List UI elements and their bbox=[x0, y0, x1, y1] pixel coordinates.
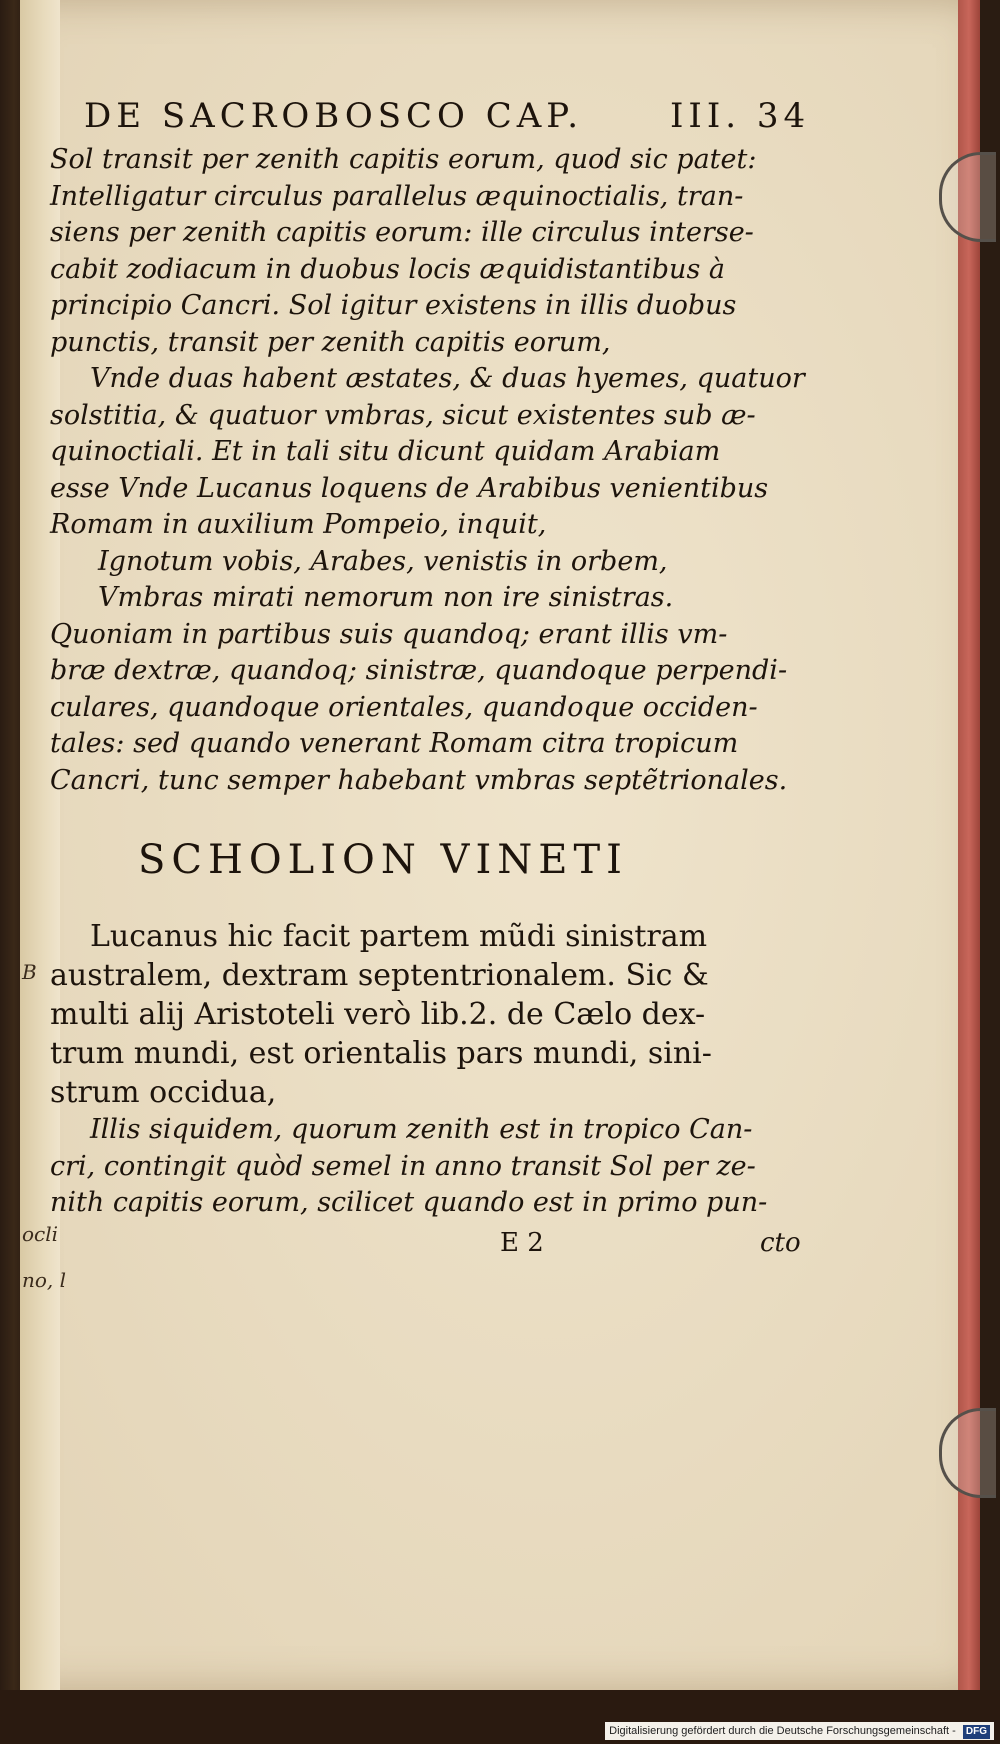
text-line: punctis, transit per zenith capitis eorum, bbox=[50, 326, 611, 358]
scholion-line: australem, dextram septentrionalem. Sic & bbox=[50, 958, 709, 993]
section-heading: SCHOLION VINETI bbox=[138, 837, 628, 883]
main-paragraph bbox=[50, 142, 805, 544]
scholion-line: multi alij Aristoteli verò lib.2. de Cælo dex- bbox=[50, 997, 706, 1032]
running-head bbox=[50, 96, 811, 142]
final-paragraph bbox=[50, 1112, 790, 1222]
funding-footer bbox=[605, 1722, 994, 1740]
second-paragraph bbox=[50, 617, 790, 800]
text-line: esse Vnde Lucanus loquens de Arabibus venientibus bbox=[50, 472, 769, 504]
text-line: Cancri, tunc semper habebant vmbras septẽtrionales. bbox=[50, 764, 788, 796]
text-block bbox=[50, 96, 811, 1268]
text-line: solstitia, & quatuor vmbras, sicut existentes sub æ- bbox=[50, 399, 756, 431]
text-line: siens per zenith capitis eorum: ille circulus interse- bbox=[50, 217, 754, 248]
text-line: Sol transit per zenith capitis eorum, quod sic patet: bbox=[50, 144, 757, 175]
text-line: Quoniam in partibus suis quandoq; erant illis vm- bbox=[50, 618, 728, 650]
scholion-line: Lucanus hic facit partem mũdi sinistram bbox=[90, 919, 708, 954]
verse-quote bbox=[50, 544, 790, 617]
running-head-title: DE SACROBOSCO CAP. bbox=[84, 96, 584, 136]
margin-fragment: B bbox=[22, 960, 37, 984]
scholion-line: trum mundi, est orientalis pars mundi, sini- bbox=[50, 1036, 712, 1071]
text-line: Illis siquidem, quorum zenith est in tropico Can- bbox=[90, 1114, 753, 1145]
text-line: Romam in auxilium Pompeio, inquit, bbox=[50, 509, 547, 540]
signature-row bbox=[50, 1222, 801, 1268]
paper-leaf bbox=[20, 0, 980, 1690]
dfg-logo: DFG bbox=[963, 1725, 990, 1739]
signature-mark: E 2 bbox=[500, 1227, 544, 1258]
text-line: Intelligatur circulus parallelus æquinoctialis, tran- bbox=[50, 180, 744, 212]
text-line: tales: sed quando venerant Romam citra tropicum bbox=[50, 728, 739, 759]
footer-text: Digitalisierung gefördert durch die Deutsche Forschungsgemeinschaft - bbox=[609, 1725, 956, 1737]
verse-line: Ignotum vobis, Arabes, venistis in orbem, bbox=[98, 545, 668, 577]
verse-line: Vmbras mirati nemorum non ire sinistras. bbox=[98, 582, 674, 613]
text-line: cri, contingit quòd semel in anno transit Sol per ze- bbox=[50, 1150, 756, 1182]
margin-fragment: no, l bbox=[22, 1268, 67, 1292]
scholion-paragraph bbox=[50, 917, 790, 1112]
text-line: cabit zodiacum in duobus locis æquidistantibus à bbox=[50, 253, 725, 285]
text-line: quinoctiali. Et in tali situ dicunt quidam Arabiam bbox=[50, 436, 721, 467]
text-line: Vnde duas habent æstates, & duas hyemes, quatuor bbox=[90, 363, 805, 394]
text-line: culares, quandoque orientales, quandoque occiden- bbox=[50, 691, 758, 723]
scholion-line: strum occidua, bbox=[50, 1075, 277, 1110]
text-line: principio Cancri. Sol igitur existens in illis duobus bbox=[50, 290, 737, 321]
text-line: nith capitis eorum, scilicet quando est in primo pun- bbox=[50, 1187, 768, 1218]
margin-fragment: ocli bbox=[22, 1222, 59, 1246]
catchword: cto bbox=[760, 1227, 801, 1258]
text-line: bræ dextræ, quandoq; sinistræ, quandoque perpendi- bbox=[50, 655, 788, 686]
running-head-chapter: III. 34 bbox=[670, 96, 811, 136]
